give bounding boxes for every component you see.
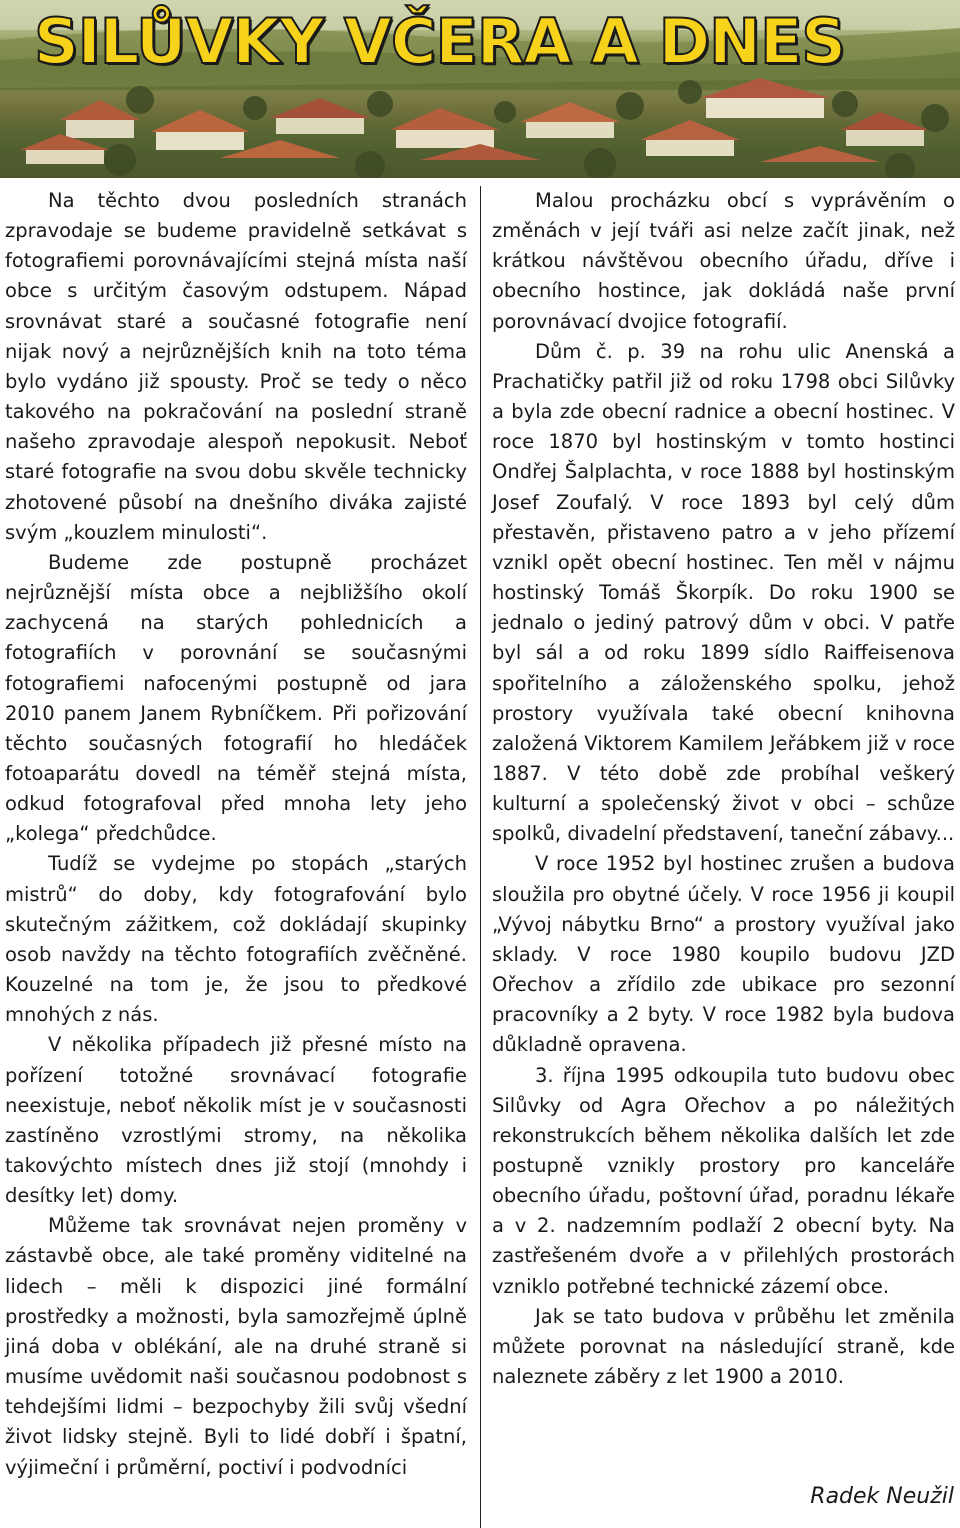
paragraph: Na těchto dvou posledních stranách zpravodaje se budeme pravidelně setkávat s fotografiemi porovnávajícími stejná místa naší obce s určitým časovým odstupem. Nápad srovnávat staré a současné fotografie není nijak nový a nejrůznějších knih na toto téma bylo vydáno již spousty. Proč se tedy o něco takového na pokračování na poslední straně našeho zpravodaje alespoň nepokusit. Neboť staré fotografie na svou dobu skvěle technicky zhotovené působí na dnešního diváka zajisté svým „kouzlem minulosti“.: [5, 189, 467, 544]
paragraph: V několika případech již přesné místo na pořízení totožné srovnávací fotografie neexistuje, neboť několik míst je v současnosti zastíněno vzrostlými stromy, na několika takovýchto místech dnes již stojí (mnohdy i desítky let) domy.: [5, 1033, 467, 1208]
paragraph: Malou procházku obcí s vyprávěním o změnách v její tváři asi nelze začít jinak, než krátkou návštěvou obecního úřadu, dříve i obecního hostince, jak dokládá naše první porovnávací dvojice fotografií.: [492, 189, 955, 333]
paragraph: Budeme zde postupně procházet nejrůznější místa obce a nejbližšího okolí zachycená na starých pohlednicích a fotografiích v porovnání se současnými fotografiemi nafocenými postupně od jara 2010 panem Janem Rybníčkem. Při pořizování těchto současných fotografií ho hledáček fotoaparátu dovedl na téměř stejná místa, odkud fotografoval před mnoha lety jeho „kolega“ předchůdce.: [5, 550, 467, 846]
author-signature: Radek Neužil: [810, 1484, 954, 1509]
left-column: [5, 186, 467, 1483]
column-divider: [480, 186, 481, 1528]
page-title: SILŮVKY VČERA A DNES: [34, 5, 845, 78]
paragraph: Jak se tato budova v průběhu let změnila můžete porovnat na následující straně, kde naleznete záběry z let 1900 a 2010.: [492, 1304, 955, 1389]
paragraph: Můžeme tak srovnávat nejen proměny v zástavbě obce, ale také proměny viditelné na lidech – měli k dispozici jiné formální prostředky a možnosti, byla samozřejmě úplně jiná doba v oblékání, ale na druhé straně si musíme uvědomit naši současnou podobnost s tehdejšími lidmi – bezpochyby žili svůj všední život lidsky stejně. Byli to lidé dobří i špatní, výjimeční i průměrní, poctiví i podvodníci: [5, 1214, 467, 1479]
paragraph: V roce 1952 byl hostinec zrušen a budova sloužila pro obytné účely. V roce 1956 ji koupil „Vývoj nábytku Brno“ a prostory využíval jako sklady. V roce 1980 koupilo budovu JZD Ořechov a zřídilo zde ubikace pro sezonní pracovníky a 2 byty. V roce 1982 byla budova důkladně opravena.: [492, 852, 955, 1057]
paragraph: 3. října 1995 odkoupila tuto budovu obec Silůvky od Agra Ořechov a po náležitých rekonstrukcích během několika dalších let zde postupně vznikly prostory pro kanceláře obecního úřadu, poštovní úřad, poradnu lékaře a v 2. nadzemním podlaží 2 obecní byty. Na zastřešeném dvoře a v přilehlých prostorách vzniklo potřebné technické zázemí obce.: [492, 1063, 955, 1298]
right-column: [492, 186, 955, 1392]
paragraph: Dům č. p. 39 na rohu ulic Anenská a Prachatičky patřil již od roku 1798 obci Silůvky a byla zde obecní radnice a obecní hostinec. V roce 1870 byl hostinským v tomto hostinci Ondřej Šalplachta, v roce 1888 byl hostinským Josef Zoufalý. V roce 1893 byl celý dům přestavěn, přistaveno patro a v jeho přízemí vznikl opět obecní hostinec. Ten měl v nájmu hostinský Tomáš Škorpík. Do roku 1900 se jednalo o jediný patrový dům v obci. V patře byl sál a od roku 1899 sídlo Raiffeisenova spořitelního a záloženského spolku, jehož prostory využívala také obecní knihovna založená Viktorem Kamilem Jeřábkem již v roce 1887. V této době zde probíhal veškerý kulturní a společenský život v obci – schůze spolků, divadelní představení, taneční zábavy...: [492, 339, 955, 846]
paragraph: Tudíž se vydejme po stopách „starých mistrů“ do doby, kdy fotografování bylo skutečným zážitkem, což dokládají skupinky osob navždy na těchto fotografiích zvěčněné. Kouzelné na tom je, že jsou to předkové mnohých z nás.: [5, 852, 467, 1027]
header-banner-photo: [0, 0, 960, 178]
